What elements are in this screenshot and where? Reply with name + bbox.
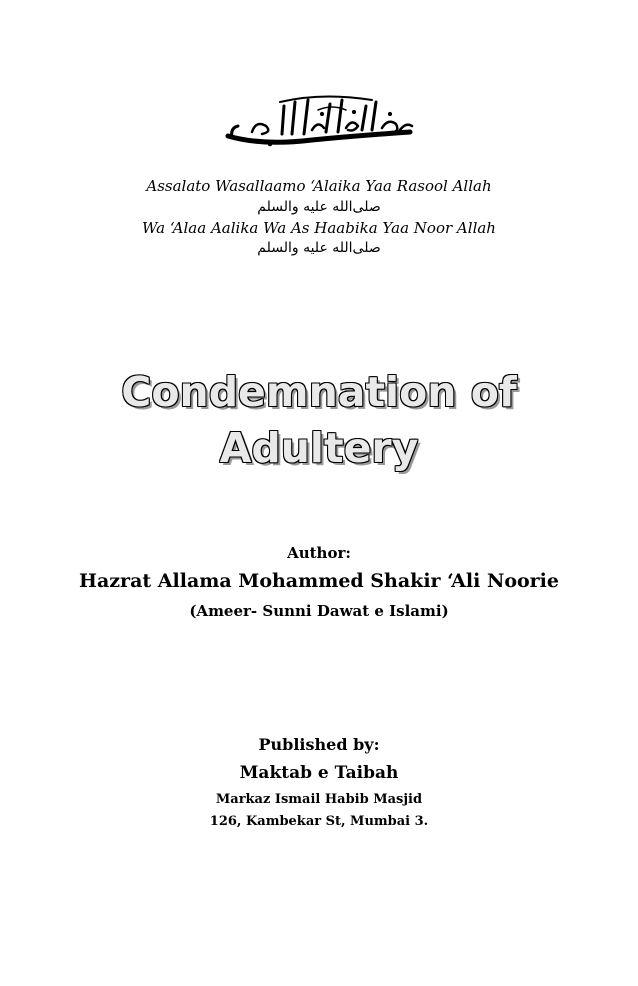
author-name: Hazrat Allama Mohammed Shakir ‘Ali Noorie [79,570,559,592]
author-position: (Ameer- Sunni Dawat e Islami) [189,602,449,620]
publisher-name: Maktab e Taibah [239,763,399,783]
salutation-line-1: Assalato Wasallaamo ‘Alaika Yaa Rasool Allah [146,177,492,195]
book-title-line-2: Adultery [219,424,419,472]
salutation-arabic-2: صلى‌الله علیه والسلم [257,240,381,256]
salutation-arabic-1: صلى‌الله علیه والسلم [257,199,381,215]
publisher-address-line-1: Markaz Ismail Habib Masjid [215,792,423,807]
author-label: Author: [287,544,351,562]
bismillah-calligraphy [222,92,418,148]
book-title-line-1: Condemnation of [121,368,517,416]
salutation-line-2: Wa ‘Alaa Aalika Wa As Haabika Yaa Noor Allah [142,219,496,237]
publisher-label: Published by: [258,735,380,754]
publisher-address-line-2: 126, Kambekar St, Mumbai 3. [209,814,429,829]
